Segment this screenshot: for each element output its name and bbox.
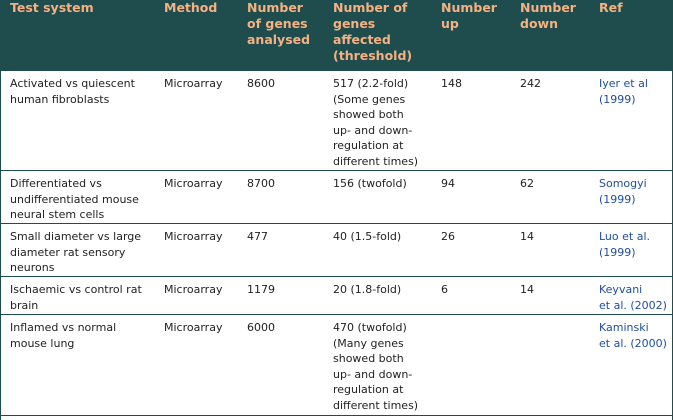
table-row: [0, 277, 673, 315]
cell-ref: Somogyi (1999): [599, 177, 647, 206]
cell-method: Microarray: [164, 283, 223, 296]
cell-test-system: Ischaemic vs control rat brain: [10, 283, 142, 312]
table-row: [0, 71, 673, 171]
table-left-border: [0, 71, 1, 420]
cell-test-system: Differentiated vs undifferentiated mouse neural stem cells: [10, 177, 139, 221]
cell-ref: Luo et al. (1999): [599, 230, 651, 259]
cell-ref: Keyvani et al. (2002): [599, 283, 667, 312]
cell-genes-affected: 470 (twofold) (Many genes showed both up- and down- regulation at different times): [333, 321, 419, 412]
cell-method: Microarray: [164, 177, 223, 190]
table-row: [0, 224, 673, 277]
header-number-up: Number up: [441, 0, 497, 31]
table-row: [0, 171, 673, 224]
header-genes-analysed: Number of genes analysed: [247, 0, 311, 47]
cell-ref: Iyer et al (1999): [599, 77, 648, 106]
cell-test-system: Activated vs quiescent human fibroblasts: [10, 77, 135, 106]
cell-method: Microarray: [164, 230, 223, 243]
cell-number-up: 148: [441, 77, 462, 90]
cell-genes-affected: 40 (1.5-fold): [333, 230, 402, 243]
header-genes-affected: Number of genes affected (threshold): [333, 0, 413, 63]
cell-method: Microarray: [164, 321, 223, 334]
cell-number-down: 14: [520, 283, 534, 296]
cell-number-down: 62: [520, 177, 534, 190]
cell-genes-analysed: 6000: [247, 321, 275, 334]
header-test-system: Test system: [10, 0, 94, 15]
cell-genes-analysed: 8700: [247, 177, 275, 190]
cell-genes-affected: 156 (twofold): [333, 177, 407, 190]
table-header: [0, 0, 673, 71]
cell-number-up: 26: [441, 230, 455, 243]
header-number-down: Number down: [520, 0, 576, 31]
table-row: [0, 315, 673, 416]
cell-number-down: 242: [520, 77, 541, 90]
cell-genes-analysed: 477: [247, 230, 268, 243]
cell-number-down: 14: [520, 230, 534, 243]
cell-test-system: Inflamed vs normal mouse lung: [10, 321, 117, 350]
cell-number-up: 6: [441, 283, 448, 296]
cell-number-up: 94: [441, 177, 455, 190]
table-body: [0, 71, 673, 420]
cell-genes-affected: 20 (1.8-fold): [333, 283, 402, 296]
cell-genes-analysed: 1179: [247, 283, 275, 296]
header-method: Method: [164, 0, 218, 15]
cell-genes-affected: 517 (2.2-fold) (Some genes showed both up- and down- regulation at different times): [333, 77, 419, 168]
cell-genes-analysed: 8600: [247, 77, 275, 90]
cell-ref: Kaminski et al. (2000): [599, 321, 667, 350]
header-ref: Ref: [599, 0, 623, 15]
cell-method: Microarray: [164, 77, 223, 90]
cell-test-system: Small diameter vs large diameter rat sensory neurons: [10, 230, 142, 274]
